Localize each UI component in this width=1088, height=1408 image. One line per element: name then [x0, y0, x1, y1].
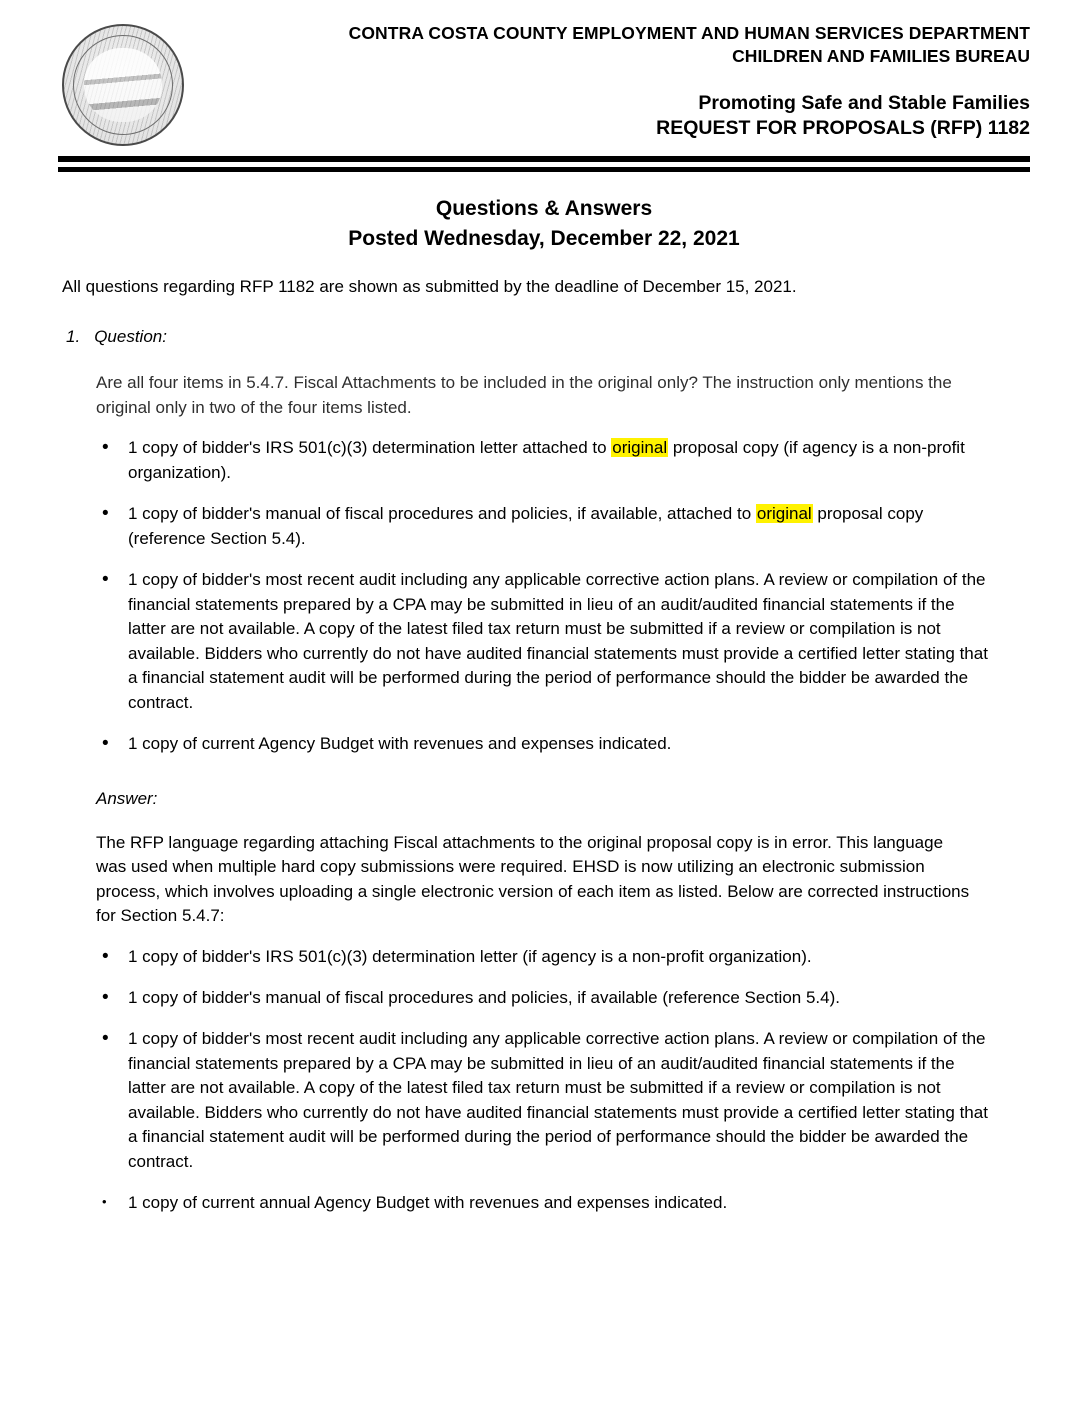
bullet-text-after: proposal copy (reference Section 5.4).: [128, 504, 924, 548]
list-item: [62, 986, 1026, 1010]
question-text: Are all four items in 5.4.7. Fiscal Attachments to be included in the original only? The instruction only mentions the original only in two of the four items listed.: [96, 373, 952, 417]
list-item: [62, 568, 1026, 715]
department-line: CONTRA COSTA COUNTY EMPLOYMENT AND HUMAN SERVICES DEPARTMENT: [348, 23, 1030, 43]
list-item: [62, 502, 1026, 551]
intro-paragraph: All questions regarding RFP 1182 are shown as submitted by the deadline of December 15, 2021.: [62, 277, 797, 297]
header-divider: [58, 156, 1030, 172]
highlight-original: original: [756, 504, 812, 524]
page-title-block: [0, 194, 1088, 253]
list-item: [62, 436, 1026, 485]
answer-label: Answer:: [96, 788, 158, 808]
rfp-line: REQUEST FOR PROPOSALS (RFP) 1182: [656, 117, 1030, 140]
document-body: [0, 275, 1088, 1216]
list-item: [62, 945, 1026, 969]
page-subtitle: Posted Wednesday, December 22, 2021: [348, 226, 740, 250]
list-item: [62, 1027, 1026, 1174]
bullet-text: 1 copy of current annual Agency Budget with revenues and expenses indicated.: [128, 1193, 728, 1213]
program-line: Promoting Safe and Stable Families: [698, 91, 1030, 114]
bullet-text: 1 copy of bidder's most recent audit including any applicable corrective action plans. A review or compilation of the financial statements prepared by a CPA may be submitted in lieu of an audit/audited financial statements if the latter are not available. A copy of the latest filed tax return must be submitted if a review or compilation is not available. Bidders who currently do not have audited financial statements must provide a certified letter stating that a financial statement audit will be performed during the period of performance should the bidder be awarded the contract.: [128, 1029, 988, 1171]
bullet-text: 1 copy of bidder's manual of fiscal procedures and policies, if available (reference Section 5.4).: [128, 987, 840, 1007]
bureau-line: CHILDREN AND FAMILIES BUREAU: [732, 46, 1030, 67]
answer-bullet-list: [62, 945, 1026, 1216]
county-seal-icon: [62, 24, 184, 146]
bullet-text: 1 copy of bidder's IRS 501(c)(3) determination letter (if agency is a non-profit organization).: [128, 946, 812, 966]
question-number: 1.: [66, 327, 81, 347]
list-item: [62, 732, 1026, 756]
bullet-text-before: 1 copy of bidder's IRS 501(c)(3) determination letter attached to: [128, 438, 612, 458]
list-item: [62, 1191, 1026, 1215]
question-label: Question:: [94, 327, 167, 347]
page-title: Questions & Answers: [435, 197, 653, 221]
document-header: [0, 0, 1088, 142]
bullet-text-before: 1 copy of bidder's manual of fiscal procedures and policies, if available, attached to: [128, 504, 756, 524]
bullet-text: 1 copy of bidder's most recent audit including any applicable corrective action plans. A review or compilation of the financial statements prepared by a CPA may be submitted in lieu of an audit/audited financial statements if the latter are not available. A copy of the latest filed tax return must be submitted if a review or compilation is not available. Bidders who currently do not have audited financial statements must provide a certified letter stating that a financial statement audit will be performed during the period of performance should the bidder be awarded the contract.: [128, 570, 988, 712]
bullet-text: 1 copy of current Agency Budget with revenues and expenses indicated.: [128, 734, 672, 754]
header-text-block: [58, 22, 1030, 142]
question-bullet-list: [62, 436, 1026, 756]
highlight-original: original: [612, 438, 668, 458]
bullet-text-after: proposal copy (if agency is a non-profit organization).: [128, 438, 965, 482]
seal-inner-art: [84, 48, 162, 122]
question-heading: [62, 325, 1026, 349]
divider-thin: [58, 167, 1030, 172]
answer-paragraph: The RFP language regarding attaching Fiscal attachments to the original proposal copy is in error. This language was used when multiple hard copy submissions were required. EHSD is now utilizing an electronic submission process, which involves uploading a single electronic version of each item as listed. Below are corrected instructions for Section 5.4.7:: [96, 832, 970, 926]
